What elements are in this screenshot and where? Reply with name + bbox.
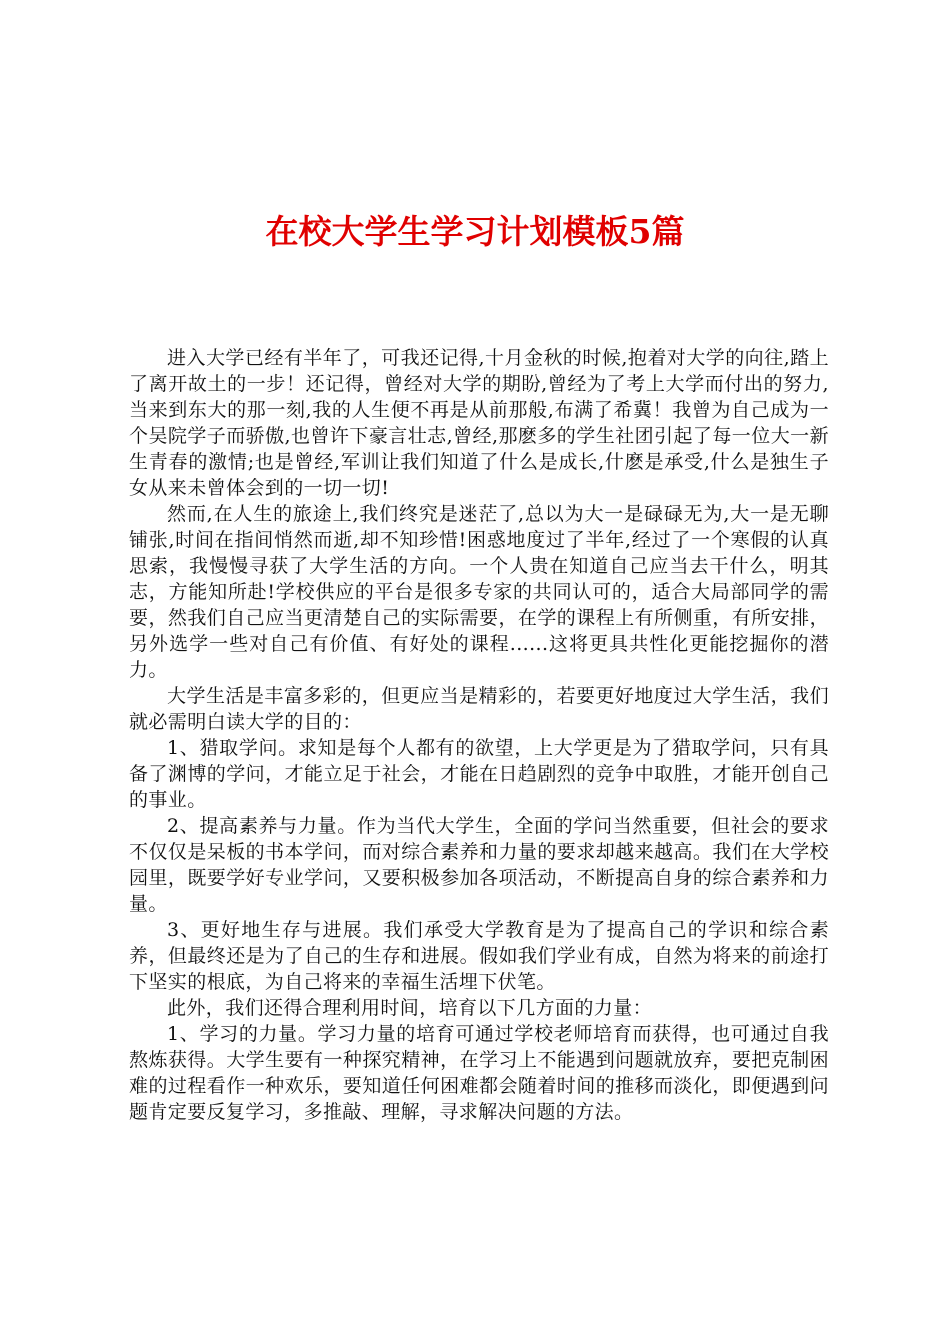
paragraph-time: 此外，我们还得合理利用时间，培育以下几方面的力量：: [167, 997, 653, 1019]
paragraph-ability-1: 1、学习的力量。学习力量的培育可通过学校老师培育而获得，也可通过自我熬炼获得。大学生要有一种探究精神，在学习上不能遇到问题就放弃，要把克制困难的过程看作一种欢乐，要知道任何困难都会随着时间的推移而淡化，即便遇到问题肯定要反复学习，多推敲、理解，寻求解决问题的方法。: [129, 1023, 829, 1123]
paragraph-intro: 进入大学已经有半年了，可我还记得,十月金秋的时候,抱着对大学的向往,踏上了离开故土的一步！还记得，曾经对大学的期盼,曾经为了考上大学而付出的努力,当来到东大的那一刻,我的人生便不再是从前那般,布满了希冀！我曾为自己成为一个吴院学子而骄傲,也曾许下豪言壮志,曾经,那麽多的学生社团引起了每一位大一新生青春的激情;也是曾经,军训让我们知道了什么是成长,什麽是承受,什么是独生子女从来未曾体会到的一切一切!: [129, 347, 829, 499]
paragraph-confusion: 然而,在人生的旅途上,我们终究是迷茫了,总以为大一是碌碌无为,大一是无聊铺张,时间在指间悄然而逝,却不知珍惜!困惑地度过了半年,经过了一个寒假的认真思索，我慢慢寻获了大学生活的方向。一个人贵在知道自己应当去干什么，明其志，方能知所赴!学校供应的平台是很多专家的共同认可的，适合大局部同学的需要，然我们自己应当更清楚自己的实际需要，在学的课程上有所侧重，有所安排，另外选学一些对自己有价值、有好处的课程......这将更具共性化更能挖掘你的潜力。: [129, 503, 829, 681]
paragraph-point-2: 2、提高素养与力量。作为当代大学生，全面的学问当然重要，但社会的要求不仅仅是呆板的书本学问，而对综合素养和力量的要求却越来越高。我们在大学校园里，既要学好专业学问，又要积极参加各项活动，不断提高自身的综合素养和力量。: [129, 815, 829, 915]
document-title: 在校大学生学习计划模板5篇: [265, 212, 685, 251]
paragraph-purpose: 大学生活是丰富多彩的，但更应当是精彩的，若要更好地度过大学生活，我们就必需明白读大学的目的：: [129, 685, 829, 733]
paragraph-point-3: 3、更好地生存与进展。我们承受大学教育是为了提高自己的学识和综合素养，但最终还是为了自己的生存和进展。假如我们学业有成，自然为将来的前途打下坚实的根底，为自己将来的幸福生活埋下伏笔。: [129, 919, 829, 993]
document-body: [129, 345, 829, 1125]
paragraph-point-1: 1、猎取学问。求知是每个人都有的欲望，上大学更是为了猎取学问，只有具备了渊博的学问，才能立足于社会，才能在日趋剧烈的竞争中取胜，才能开创自己的事业。: [129, 737, 829, 811]
